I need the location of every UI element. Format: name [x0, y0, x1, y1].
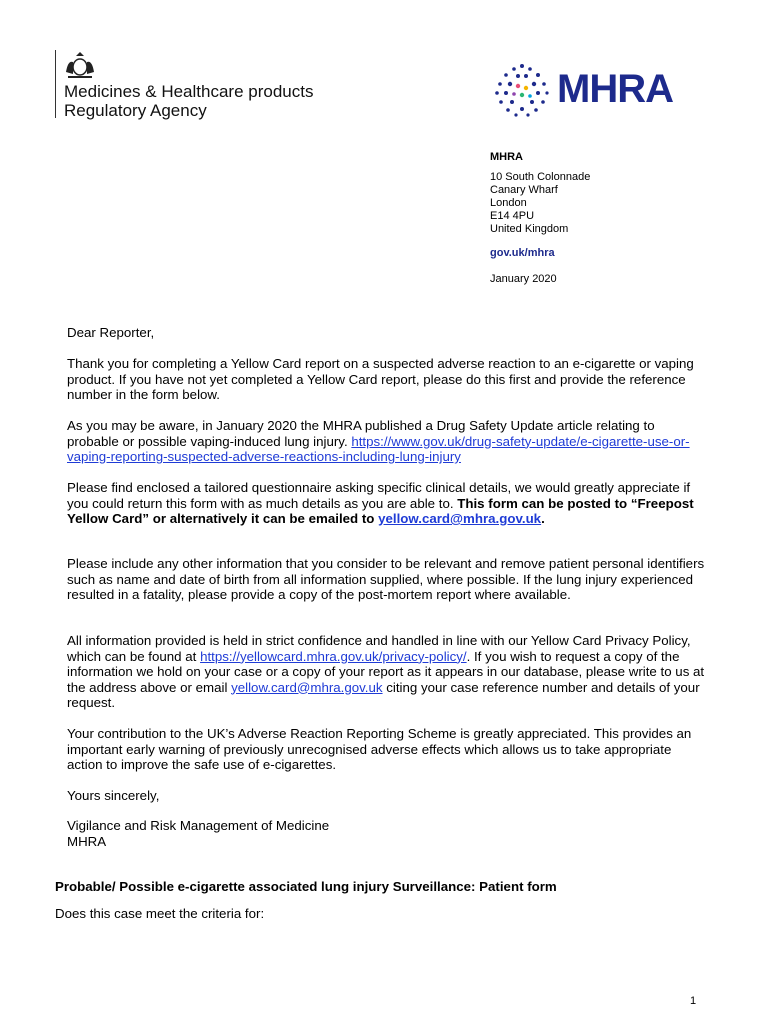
- royal-crest-icon: [62, 50, 98, 80]
- paragraph-intro: Thank you for completing a Yellow Card report on a suspected adverse reaction to an e-cigarette or vaping product. If you have not yet completed a Yellow Card report, please do this first and provide the reference number in the form below.: [67, 356, 694, 402]
- paragraph-questionnaire-bold: This form can be posted to “Freepost Yellow Card” or alternatively it can be emailed to: [67, 495, 694, 526]
- address-line: United Kingdom: [490, 223, 569, 235]
- paragraph-privacy-text-a: All information provided is held in strict confidence and handled in line with our Yellow Card Privacy Policy, which can be found at: [67, 633, 691, 664]
- signature-line-1: Vigilance and Risk Management of Medicine: [67, 818, 330, 833]
- address-name: MHRA: [490, 151, 523, 163]
- paragraph-contribution: Your contribution to the UK’s Adverse Reaction Reporting Scheme is greatly appreciated. This provides an important early warning of previously unrecognised adverse effects which allows us to take appropriate action to improve the safe use of e-cigarettes.: [67, 726, 692, 772]
- paragraph-privacy-text-c: citing your case reference number and details of your request.: [67, 679, 700, 710]
- address-line: 10 South Colonnade: [490, 171, 591, 183]
- form-title: Probable/ Possible e-cigarette associated lung injury Surveillance: Patient form: [55, 879, 557, 894]
- agency-line-1: Medicines & Healthcare products: [64, 82, 314, 101]
- signature: [67, 818, 707, 849]
- paragraph-dsu: [67, 418, 707, 465]
- mhra-logo-text: MHRA: [557, 67, 673, 111]
- agency-name: [64, 82, 313, 120]
- paragraph-questionnaire-end: .: [541, 511, 545, 526]
- dsu-article-link[interactable]: https://www.gov.uk/drug-safety-update/e-cigarette-use-or-vaping-reporting-suspected-adverse-reactions-including-lung-injury: [67, 433, 690, 464]
- address-line: Canary Wharf: [490, 184, 558, 196]
- paragraph-identifiers: Please include any other information that you consider to be relevant and remove patient personal identifiers such as name and date of birth from all information supplied, where possible. If the lung injury experienced resulted in a fatality, please provide a copy of the post-mortem report where available.: [67, 556, 705, 602]
- yellow-card-email-link[interactable]: yellow.card@mhra.gov.uk: [378, 511, 542, 526]
- paragraph-questionnaire-text: Please find enclosed a tailored questionnaire asking specific clinical details, we would greatly appreciate if you could return this form with as much details as you are able to.: [67, 480, 691, 511]
- page-number: 1: [690, 995, 697, 1007]
- address-line: E14 4PU: [490, 210, 535, 222]
- signature-line-2: MHRA: [67, 833, 107, 849]
- address-line: London: [490, 197, 527, 209]
- agency-line-2: Regulatory Agency: [64, 101, 207, 120]
- address-lines: [490, 171, 590, 236]
- header-divider: [55, 50, 56, 118]
- form-question: Does this case meet the criteria for:: [55, 906, 265, 921]
- website-link[interactable]: gov.uk/mhra: [490, 247, 555, 259]
- paragraph-dsu-text: As you may be aware, in January 2020 the MHRA published a Drug Safety Update article relating to probable or possible vaping-induced lung injury.: [67, 418, 655, 449]
- letter-date: January 2020: [490, 273, 557, 285]
- privacy-email-link[interactable]: yellow.card@mhra.gov.uk: [231, 679, 383, 695]
- paragraph-privacy-text-b: . If you wish to request a copy of the information we hold on your case or a copy of your report as it appears in our database, please write to us at the address above or email: [67, 648, 705, 695]
- paragraph-privacy: [67, 633, 707, 711]
- salutation: Dear Reporter,: [67, 325, 155, 340]
- mhra-logo-dots-icon: [492, 62, 552, 118]
- closing: Yours sincerely,: [67, 788, 160, 803]
- paragraph-questionnaire: [67, 480, 707, 527]
- privacy-policy-link[interactable]: https://yellowcard.mhra.gov.uk/privacy-policy/: [200, 648, 467, 664]
